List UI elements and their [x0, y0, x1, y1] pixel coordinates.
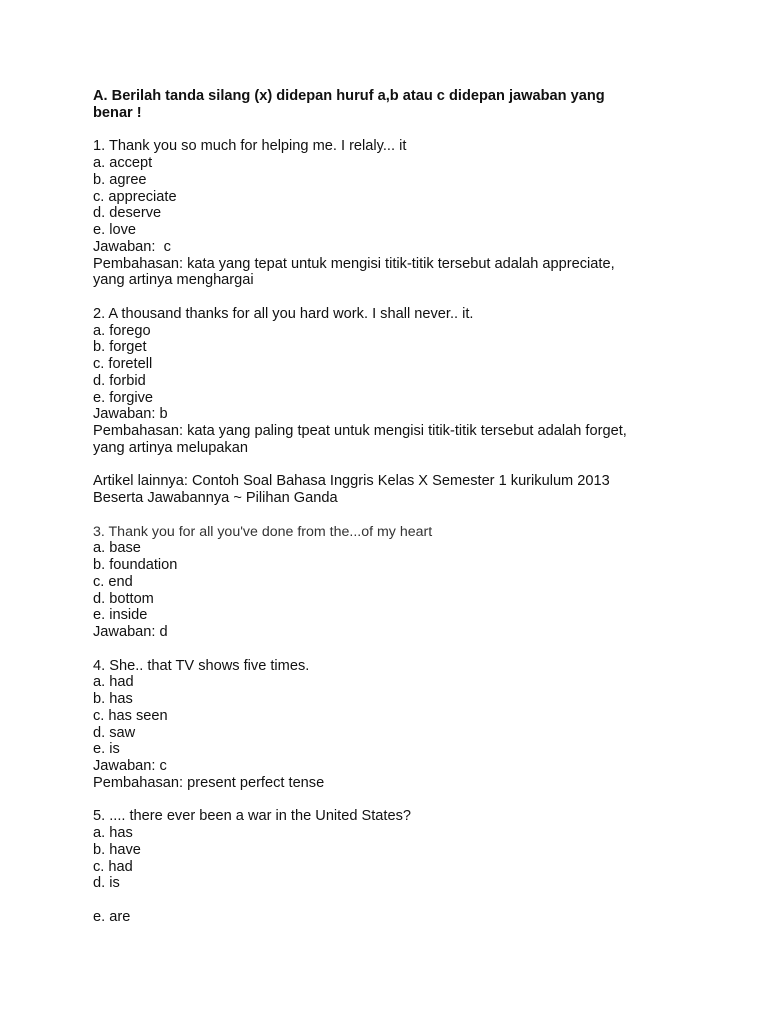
explanation-text: yang artinya menghargai — [93, 272, 254, 289]
related-article-link: Artikel lainnya: Contoh Soal Bahasa Inggris Kelas X Semester 1 kurikulum 2013 — [93, 473, 610, 490]
answer-option: d. is — [93, 875, 120, 892]
answer-option: d. saw — [93, 724, 136, 741]
blank-line — [93, 289, 693, 306]
answer-option: e. forgive — [93, 389, 154, 406]
explanation-text: Pembahasan: kata yang paling tpeat untuk mengisi titik-titik tersebut adalah forget, — [93, 423, 627, 439]
answer-key: Jawaban: d — [93, 624, 168, 640]
answer-option: e. are — [93, 908, 131, 925]
blank-line — [93, 792, 693, 809]
blank-line — [93, 457, 693, 474]
answer-option: b. forget — [93, 339, 147, 356]
answer-key: Jawaban: b — [93, 406, 168, 423]
answer-key: Jawaban: c — [93, 758, 167, 774]
answer-option: d. bottom — [93, 590, 154, 607]
answer-option: d. forbid — [93, 372, 146, 389]
blank-line — [93, 641, 693, 658]
question-text: 4. She.. that TV shows five times. — [93, 657, 310, 674]
answer-option: b. has — [93, 691, 133, 707]
question-text: 2. A thousand thanks for all you hard work. I shall never.. it. — [93, 305, 474, 322]
related-article-link: Beserta Jawabannya ~ Pilihan Ganda — [93, 490, 338, 506]
answer-key: Jawaban: c — [93, 238, 171, 255]
instruction-heading: A. Berilah tanda silang (x) didepan huruf a,b atau c didepan jawaban yang — [93, 88, 605, 104]
blank-line — [93, 122, 693, 139]
question-text: 3. Thank you for all you've done from the...of my heart — [93, 523, 433, 540]
question-text: 1. Thank you so much for helping me. I relaly... it — [93, 138, 407, 155]
explanation-text: yang artinya melupakan — [93, 439, 248, 456]
question-text: 5. .... there ever been a war in the United States? — [93, 808, 412, 825]
blank-line — [93, 892, 693, 909]
answer-option: b. have — [93, 841, 141, 858]
answer-option: c. has seen — [93, 707, 168, 724]
explanation-text: Pembahasan: kata yang tepat untuk mengisi titik-titik tersebut adalah appreciate, — [93, 255, 615, 272]
blank-line — [93, 926, 693, 943]
answer-option: a. has — [93, 825, 133, 841]
answer-option: a. forego — [93, 322, 151, 339]
answer-option: e. love — [93, 222, 136, 238]
answer-option: a. base — [93, 540, 141, 557]
blank-line — [93, 507, 693, 524]
explanation-text: Pembahasan: present perfect tense — [93, 774, 325, 791]
answer-option: c. had — [93, 858, 133, 875]
document-page — [93, 88, 693, 942]
answer-option: c. foretell — [93, 356, 153, 372]
answer-option: c. end — [93, 573, 133, 590]
answer-option: e. is — [93, 741, 120, 758]
instruction-heading: benar ! — [93, 104, 142, 121]
answer-option: d. deserve — [93, 205, 162, 222]
answer-option: b. foundation — [93, 557, 178, 573]
answer-option: e. inside — [93, 607, 148, 624]
answer-option: c. appreciate — [93, 188, 177, 205]
answer-option: a. accept — [93, 155, 153, 171]
answer-option: b. agree — [93, 171, 147, 188]
answer-option: a. had — [93, 674, 134, 691]
